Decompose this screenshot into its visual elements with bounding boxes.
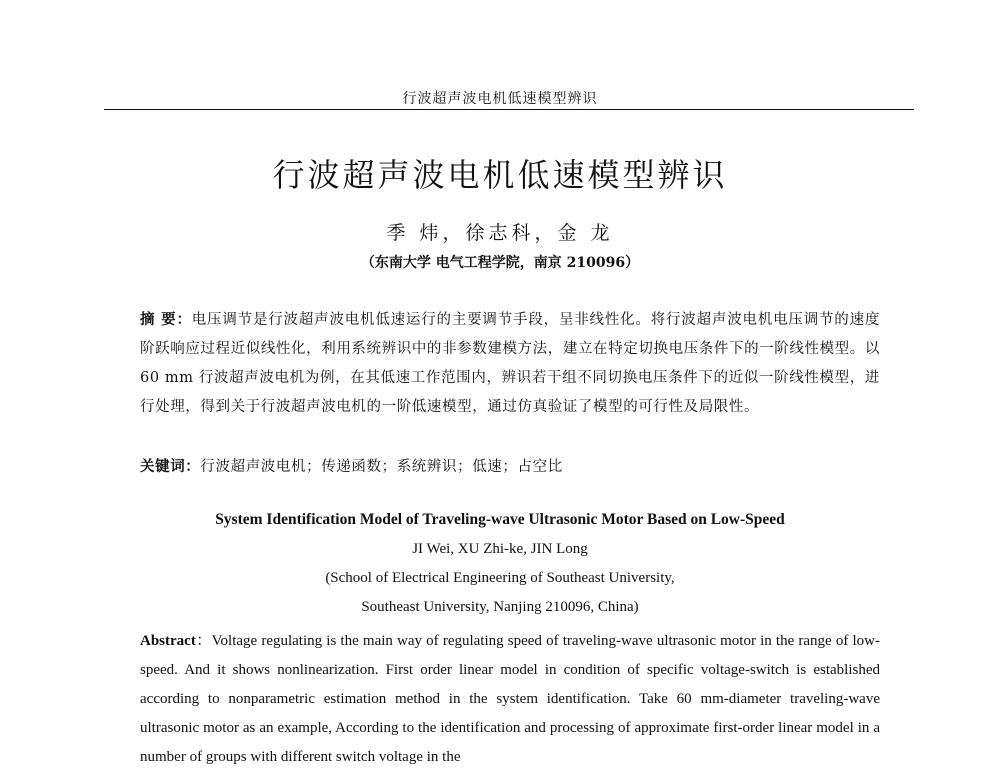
- running-head: 行波超声波电机低速模型辨识: [402, 91, 598, 107]
- keywords-cn-label: 关键词：: [140, 458, 201, 475]
- abstract-en-separator: ：: [195, 633, 212, 649]
- keywords-cn: [140, 452, 880, 482]
- paper-title-en: System Identification Model of Traveling-wave Ultrasonic Motor Based on Low-Speed: [215, 511, 785, 528]
- header-rule: [104, 109, 914, 110]
- authors-cn: 季 炜，徐志科，金 龙: [386, 222, 614, 244]
- affiliation-en-line2: Southeast University, Nanjing 210096, China): [361, 599, 639, 615]
- paper-title-cn: 行波超声波电机低速模型辨识: [272, 156, 728, 194]
- affiliation-cn: （东南大学 电气工程学院，南京 210096）: [360, 255, 640, 271]
- abstract-cn-text: 电压调节是行波超声波电机低速运行的主要调节手段，呈非线性化。将行波超声波电机电压调节的速度阶跃响应过程近似线性化，利用系统辨识中的非参数建模方法，建立在特定切换电压条件下的一阶线性模型。以 60 mm 行波超声波电机为例，在其低速工作范围内，辨识若干组不同切换电压条件下的近似一阶线性模型，进行处理，得到关于行波超声波电机的一阶低速模型，通过仿真验证了模型的可行性及局限性。: [140, 312, 880, 415]
- abstract-cn: [140, 305, 880, 422]
- abstract-en-label: Abstract: [140, 633, 196, 649]
- abstract-en-text: Voltage regulating is the main way of regulating speed of traveling-wave ultrasonic motor in the range of low-speed. And it shows nonlinearization. First order linear model in condition of specific voltage-switch is established according to nonparametric estimation method in the system identification. Take 60 mm-diameter traveling-wave ultrasonic motor as an example, According to the identification and processing of approximate first-order linear model in a number of groups with different switch voltage in the: [140, 633, 880, 765]
- keywords-cn-text: 行波超声波电机；传递函数；系统辨识；低速；占空比: [200, 459, 563, 475]
- abstract-en: [140, 627, 880, 772]
- affiliation-en-line1: (School of Electrical Engineering of Southeast University,: [325, 570, 675, 586]
- abstract-cn-label: 摘 要：: [140, 311, 192, 328]
- authors-en: JI Wei, XU Zhi-ke, JIN Long: [412, 541, 588, 557]
